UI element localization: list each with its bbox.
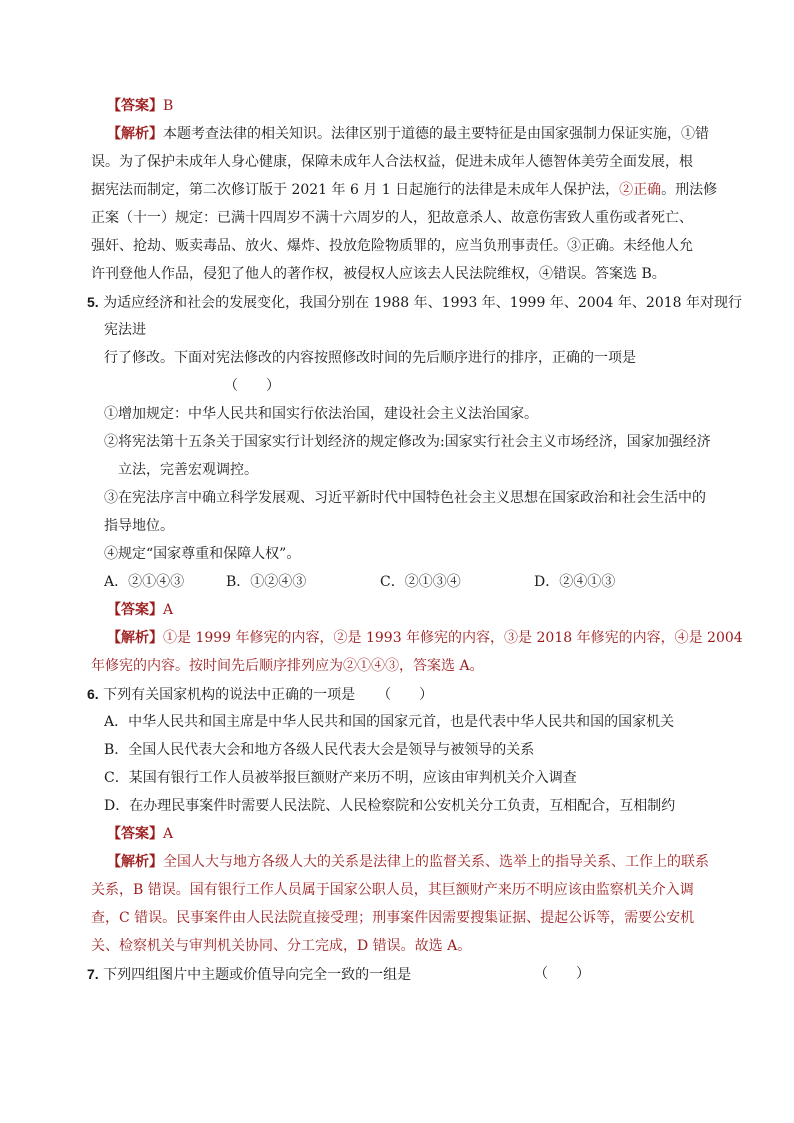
q7-paren: （ ）: [534, 966, 590, 982]
q7-stem: 7. 下列四组图片中主题或价值导向完全一致的一组是: [87, 966, 412, 983]
q6-analysis-line-3: 查，C 错误。民事案件由人民法院直接受理；刑事案件因需要搜集证据、提起公诉等，需要公安机: [91, 910, 695, 926]
q5-paren: （ ）: [224, 378, 280, 394]
q5-item-3-cont: 指导地位。: [104, 518, 174, 534]
q5-item-3: ③在宪法序言中确立科学发展观、习近平新时代中国特色社会主义思想在国家政治和社会生活中的: [104, 490, 706, 506]
q5-option-c: C．②①③④: [380, 574, 461, 590]
q4-analysis-line-1: 【解析】本题考查法律的相关知识。法律区别于道德的最主要特征是由国家强制力保证实施，①错: [107, 126, 709, 142]
q5-option-a: A．②①④③: [104, 574, 185, 590]
q4-analysis-line-2: 误。为了保护未成年人身心健康，保障未成年人合法权益，促进未成年人德智体美劳全面发展，根: [91, 154, 693, 170]
q6-answer: 【答案】A: [107, 826, 174, 842]
q5-item-4: ④规定“国家尊重和保障人权”。: [104, 546, 301, 562]
q6-analysis-line-1: 【解析】全国人大与地方各级人大的关系是法律上的监督关系、选举上的指导关系、工作上的联系: [107, 854, 709, 870]
q5-item-2-cont: 立法，完善宏观调控。: [118, 462, 258, 478]
analysis-label: 【解析】: [107, 126, 163, 142]
q4-analysis-line-3: 据宪法而制定，第二次修订版于 2021 年 6 月 1 日起施行的法律是未成年人保护法，②正确。刑法修: [91, 182, 718, 198]
q6-analysis-line-2: 关系，B 错误。国有银行工作人员属于国家公职人员，其巨额财产来历不明应该由监察机关介入调: [91, 882, 694, 898]
answer-value: B: [163, 98, 174, 114]
q6-option-c: C．某国有银行工作人员被举报巨额财产来历不明，应该由审判机关介入调查: [104, 770, 577, 786]
q5-item-1: ①增加规定：中华人民共和国实行依法治国，建设社会主义法治国家。: [104, 406, 538, 422]
q5-stem-line-1: 5. 为适应经济和社会的发展变化，我国分别在 1988 年、1993 年、1999 年、2004 年、2018 年对现行: [87, 294, 742, 311]
q4-analysis-line-4: 正案（十一）规定：已满十四周岁不满十六周岁的人，犯故意杀人、故意伤害致人重伤或者死亡、: [91, 210, 693, 226]
answer-label: 【答案】: [107, 98, 163, 114]
q5-option-b: B．①②④③: [226, 574, 307, 590]
q6-option-b: B．全国人民代表大会和地方各级人民代表大会是领导与被领导的关系: [104, 742, 535, 758]
q5-stem-line-2: 宪法进: [104, 322, 146, 338]
q5-analysis-line-1: 【解析】①是 1999 年修宪的内容，②是 1993 年修宪的内容，③是 2018 年修宪的内容，④是 2004: [107, 630, 743, 646]
q6-analysis-line-4: 关、检察机关与审判机关协同、分工完成，D 错误。故选 A。: [91, 938, 472, 954]
q5-option-d: D．②④①③: [534, 574, 616, 590]
q5-answer: 【答案】A: [107, 602, 174, 618]
q4-answer: [107, 96, 173, 116]
q4-analysis-line-6: 许刊登他人作品，侵犯了他人的著作权，被侵权人应该去人民法院维权，④错误。答案选 B。: [91, 266, 666, 282]
q5-analysis-line-2: 年修宪的内容。按时间先后顺序排列应为②①④③，答案选 A。: [91, 658, 484, 674]
q5-item-2: ②将宪法第十五条关于国家实行计划经济的规定修改为:国家实行社会主义市场经济，国家加强经济: [104, 434, 711, 450]
q6-option-a: A．中华人民共和国主席是中华人民共和国的国家元首，也是代表中华人民共和国的国家机关: [104, 714, 675, 730]
q5-stem-line-3: 行了修改。下面对宪法修改的内容按照修改时间的先后顺序进行的排序，正确的一项是: [104, 350, 636, 366]
q6-stem: 6. 下列有关国家机构的说法中正确的一项是 （ ）: [87, 686, 434, 703]
q6-option-d: D．在办理民事案件时需要人民法院、人民检察院和公安机关分工负责，互相配合，互相制约: [104, 798, 676, 814]
question-number: 5.: [87, 294, 99, 310]
q4-analysis-line-5: 强奸、抢劫、贩卖毒品、放火、爆炸、投放危险物质罪的，应当负刑事责任。③正确。未经他人允: [91, 238, 693, 254]
